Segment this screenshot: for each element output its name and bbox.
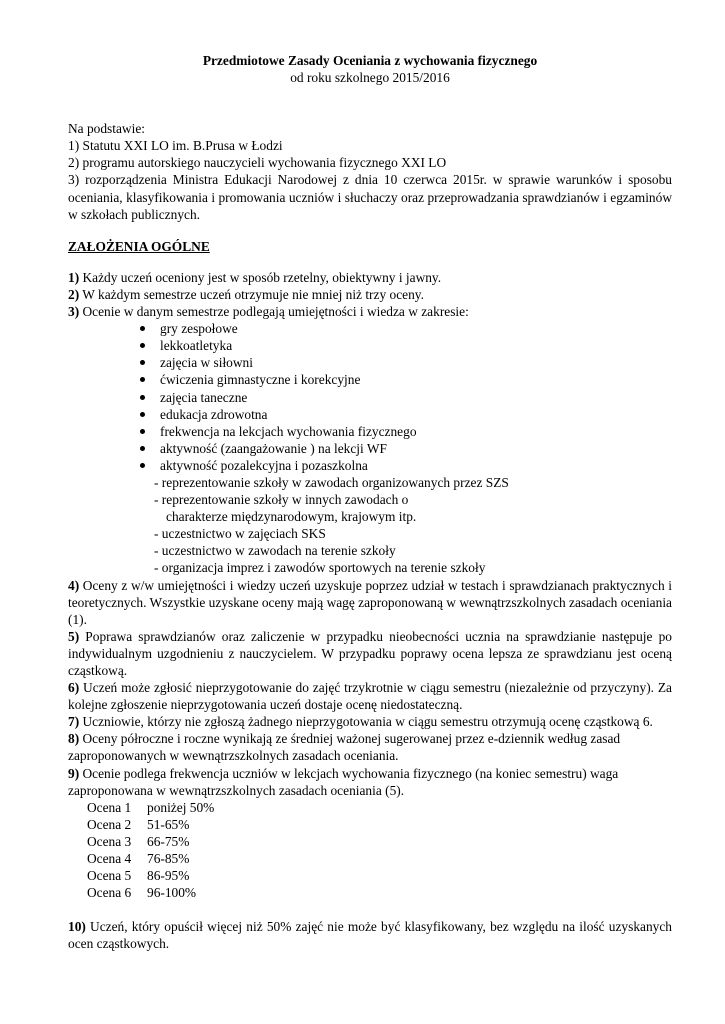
paragraph-4: 4) Oceny z w/w umiejętności i wiedzy uczeń uzyskuje poprzez udział w testach i sprawdzianach praktycznych i teoretycznych. Wszystkie uzyskane oceny mają wagę zaproponowaną w wewnątrzszkolnych zasadach oceniania (1). <box>68 577 672 627</box>
sub-item: - uczestnictwo w zajęciach SKS <box>154 526 326 542</box>
grade-label: Ocena 4 <box>87 851 132 867</box>
paragraph-7: 7) Uczniowie, którzy nie zgłoszą żadnego nieprzygotowania w ciągu semestru otrzymują ocenę cząstkową 6. <box>68 714 653 730</box>
grade-label: Ocena 5 <box>87 868 132 884</box>
grade-range: 51-65% <box>147 816 190 832</box>
sub-item: - reprezentowanie szkoły w zawodach organizowanych przez SZS <box>154 474 509 490</box>
bullet-icon <box>140 412 145 417</box>
grade-range: 66-75% <box>147 833 190 849</box>
paragraph-3: 3) Ocenie w danym semestrze podlegają umiejętności i wiedza w zakresie: <box>68 304 469 320</box>
bullet-icon <box>140 463 145 468</box>
paragraph-6: 6) Uczeń może zgłosić nieprzygotowanie do zajęć trzykrotnie w ciągu semestru (niezależnie od przyczyny). Za kolejne zgłoszenie nieprzygotowania uczeń dostaje ocenę niedostateczną. <box>68 680 672 713</box>
grade-row <box>87 850 672 867</box>
list-item: zajęcia w siłowni <box>140 354 672 371</box>
document-content <box>68 52 672 953</box>
list-item: frekwencja na lekcjach wychowania fizycznego <box>140 423 672 440</box>
grade-scale <box>68 799 672 902</box>
grade-row <box>87 867 672 884</box>
grade-range: poniżej 50% <box>147 799 215 815</box>
basis-item: 2) programu autorskiego nauczycieli wychowania fizycznego XXI LO <box>68 155 447 171</box>
bullet-icon <box>140 377 145 382</box>
list-item: edukacja zdrowotna <box>140 406 672 423</box>
list-item: aktywność (zaangażowanie ) na lekcji WF <box>140 440 672 457</box>
bullet-icon <box>140 429 145 434</box>
grade-label: Ocena 6 <box>87 885 132 901</box>
sub-item: - uczestnictwo w zawodach na terenie szkoły <box>154 543 396 559</box>
paragraph-8: 8) Oceny półroczne i roczne wynikają ze średniej ważonej sugerowanej przez e-dziennik według zasad zaproponowanych w wewnątrzszkolnych zasadach oceniania. <box>68 731 621 764</box>
sub-item: - organizacja imprez i zawodów sportowych na terenie szkoły <box>154 560 486 576</box>
extracurricular-list <box>68 474 672 577</box>
bullet-icon <box>140 326 145 331</box>
basis-intro: Na podstawie: <box>68 121 145 137</box>
bullet-icon <box>140 446 145 451</box>
grade-range: 86-95% <box>147 868 190 884</box>
bullet-icon <box>140 395 145 400</box>
sub-item: - reprezentowanie szkoły w innych zawodach o <box>154 492 409 508</box>
grade-label: Ocena 1 <box>87 799 132 815</box>
grade-label: Ocena 2 <box>87 816 132 832</box>
grade-row <box>87 884 672 901</box>
document-subtitle: od roku szkolnego 2015/2016 <box>290 70 450 86</box>
paragraph-10: 10) Uczeń, który opuścił więcej niż 50% zajęć nie może być klasyfikowany, bez względu na ilość uzyskanych ocen cząstkowych. <box>68 919 672 952</box>
bullet-icon <box>140 343 145 348</box>
list-item: ćwiczenia gimnastyczne i korekcyjne <box>140 371 672 388</box>
document-title: Przedmiotowe Zasady Oceniania z wychowania fizycznego <box>202 53 538 68</box>
grade-row <box>87 833 672 850</box>
paragraph-9: 9) Ocenie podlega frekwencja uczniów w lekcjach wychowania fizycznego (na koniec semestru) waga zaproponowana w wewnątrzszkolnych zasadach oceniania (5). <box>68 765 619 798</box>
list-item: aktywność pozalekcyjna i pozaszkolna <box>140 457 672 474</box>
grade-range: 96-100% <box>147 885 197 901</box>
bullet-icon <box>140 360 145 365</box>
grade-range: 76-85% <box>147 851 190 867</box>
grade-label: Ocena 3 <box>87 833 132 849</box>
paragraph-2: 2) W każdym semestrze uczeń otrzymuje nie mniej niż trzy oceny. <box>68 286 424 302</box>
list-item: gry zespołowe <box>140 320 672 337</box>
basis-item: 3) rozporządzenia Ministra Edukacji Narodowej z dnia 10 czerwca 2015r. w sprawie warunków i sposobu oceniania, klasyfikowania i promowania uczniów i słuchaczy oraz przeprowadzania sprawdzianów i egzaminów w szkołach publicznych. <box>68 172 672 222</box>
paragraph-5: 5) Poprawa sprawdzianów oraz zaliczenie w przypadku nieobecności ucznia na sprawdzianie następuje po indywidualnym uzgodnieniu z nauczycielem. W przypadku poprawy ocena lepsza ze sprawdzianu jest oceną cząstkową. <box>68 628 672 678</box>
paragraph-1: 1) Każdy uczeń oceniony jest w sposób rzetelny, obiektywny i jawny. <box>68 269 442 285</box>
basis-item: 1) Statutu XXI LO im. B.Prusa w Łodzi <box>68 138 283 154</box>
grade-row <box>87 816 672 833</box>
section-heading: ZAŁOŻENIA OGÓLNE <box>68 238 210 254</box>
list-item: lekkoatletyka <box>140 337 672 354</box>
grade-row <box>87 799 672 816</box>
sub-item: charakterze międzynarodowym, krajowym itp. <box>166 509 417 525</box>
scope-list <box>68 320 672 474</box>
list-item: zajęcia taneczne <box>140 389 672 406</box>
